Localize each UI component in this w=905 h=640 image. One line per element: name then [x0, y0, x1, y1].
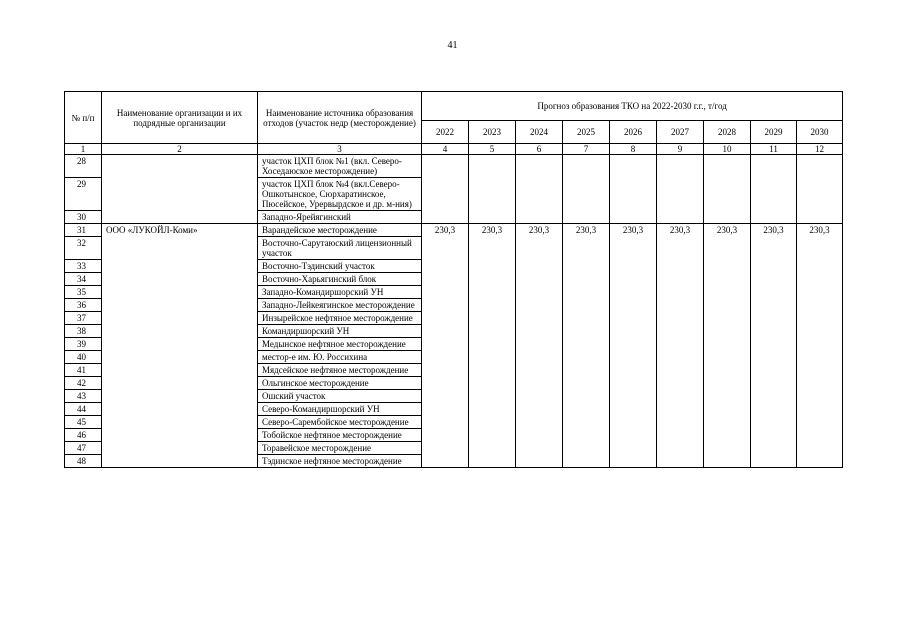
column-number: 4 [422, 144, 469, 155]
row-number: 37 [65, 312, 102, 325]
row-number: 43 [65, 390, 102, 403]
forecast-value: 230,3 [751, 224, 797, 468]
column-number: 3 [258, 144, 422, 155]
column-number: 7 [563, 144, 610, 155]
forecast-value: 230,3 [704, 224, 751, 468]
row-number: 44 [65, 403, 102, 416]
source-name: Северо-Сарембойское месторождение [258, 416, 422, 429]
table-row [65, 224, 843, 237]
header-year: 2025 [563, 121, 610, 144]
organization-cell [102, 155, 258, 224]
source-name: Ольгинское месторождение [258, 377, 422, 390]
page-number: 41 [447, 40, 458, 51]
header-year: 2024 [516, 121, 563, 144]
source-name: Тобойское нефтяное месторождение [258, 429, 422, 442]
column-number: 6 [516, 144, 563, 155]
column-number: 12 [797, 144, 843, 155]
row-number: 31 [65, 224, 102, 237]
value-cell [563, 155, 610, 224]
header-year: 2023 [469, 121, 516, 144]
source-name: Восточно-Тэдинский участок [258, 260, 422, 273]
source-name: участок ЦХП блок №4 (вкл.Северо-Ошкотынское, Сюрхаратинское, Пюсейское, Урервырдское и др. м-ния) [258, 178, 422, 211]
source-name: Медынское нефтяное месторождение [258, 338, 422, 351]
header-organization: Наименование организации и их подрядные организации [102, 92, 258, 144]
header-year: 2026 [610, 121, 657, 144]
header-source: Наименование источника образования отходов (участок недр (месторождение) [258, 92, 422, 144]
row-number: 34 [65, 273, 102, 286]
forecast-value: 230,3 [797, 224, 843, 468]
row-number: 29 [65, 178, 102, 211]
row-number: 38 [65, 325, 102, 338]
column-number: 9 [657, 144, 704, 155]
source-name: Западно-Лейкеягинское месторождение [258, 299, 422, 312]
source-name: Тэдинское нефтяное месторождение [258, 455, 422, 468]
header-year: 2030 [797, 121, 843, 144]
header-year: 2022 [422, 121, 469, 144]
forecast-value: 230,3 [563, 224, 610, 468]
source-name: Восточно-Харьягинский блок [258, 273, 422, 286]
row-number: 46 [65, 429, 102, 442]
value-cell [797, 155, 843, 224]
value-cell [516, 155, 563, 224]
value-cell [751, 155, 797, 224]
value-cell [704, 155, 751, 224]
column-number: 5 [469, 144, 516, 155]
source-name: Западно-Командиршорский УН [258, 286, 422, 299]
column-number: 10 [704, 144, 751, 155]
forecast-value: 230,3 [610, 224, 657, 468]
header-forecast: Прогноз образования ТКО на 2022-2030 г.г., т/год [422, 92, 843, 121]
column-number: 8 [610, 144, 657, 155]
source-name: Ошский участок [258, 390, 422, 403]
row-number: 42 [65, 377, 102, 390]
value-cell [657, 155, 704, 224]
row-number: 33 [65, 260, 102, 273]
value-cell [422, 155, 469, 224]
forecast-value: 230,3 [422, 224, 469, 468]
forecast-value: 230,3 [657, 224, 704, 468]
source-name: Восточно-Сарутаюский лицензионный участок [258, 237, 422, 260]
row-number: 47 [65, 442, 102, 455]
column-number: 11 [751, 144, 797, 155]
row-number: 41 [65, 364, 102, 377]
source-name: Торавейское месторождение [258, 442, 422, 455]
value-cell [610, 155, 657, 224]
source-name: Командиршорский УН [258, 325, 422, 338]
header-year: 2029 [751, 121, 797, 144]
source-name: Мядсейское нефтяное месторождение [258, 364, 422, 377]
row-number: 45 [65, 416, 102, 429]
column-number: 2 [102, 144, 258, 155]
row-number: 35 [65, 286, 102, 299]
row-number: 30 [65, 211, 102, 224]
source-name: Западно-Ярейягинский [258, 211, 422, 224]
row-number: 32 [65, 237, 102, 260]
forecast-table [64, 91, 843, 468]
source-name: Северо-Командиршорский УН [258, 403, 422, 416]
source-name: Инзырейское нефтяное месторождение [258, 312, 422, 325]
source-name: местор-е им. Ю. Россихина [258, 351, 422, 364]
forecast-value: 230,3 [469, 224, 516, 468]
header-no: № п/п [65, 92, 102, 144]
row-number: 40 [65, 351, 102, 364]
column-number: 1 [65, 144, 102, 155]
table-row [65, 155, 843, 178]
value-cell [469, 155, 516, 224]
header-year: 2027 [657, 121, 704, 144]
row-number: 39 [65, 338, 102, 351]
header-year: 2028 [704, 121, 751, 144]
row-number: 48 [65, 455, 102, 468]
source-name: Варандейское месторождение [258, 224, 422, 237]
row-number: 36 [65, 299, 102, 312]
organization-name: ООО «ЛУКОЙЛ-Коми» [102, 224, 258, 468]
forecast-value: 230,3 [516, 224, 563, 468]
source-name: участок ЦХП блок №1 (вкл. Северо-Хоседаюское месторождение) [258, 155, 422, 178]
row-number: 28 [65, 155, 102, 178]
